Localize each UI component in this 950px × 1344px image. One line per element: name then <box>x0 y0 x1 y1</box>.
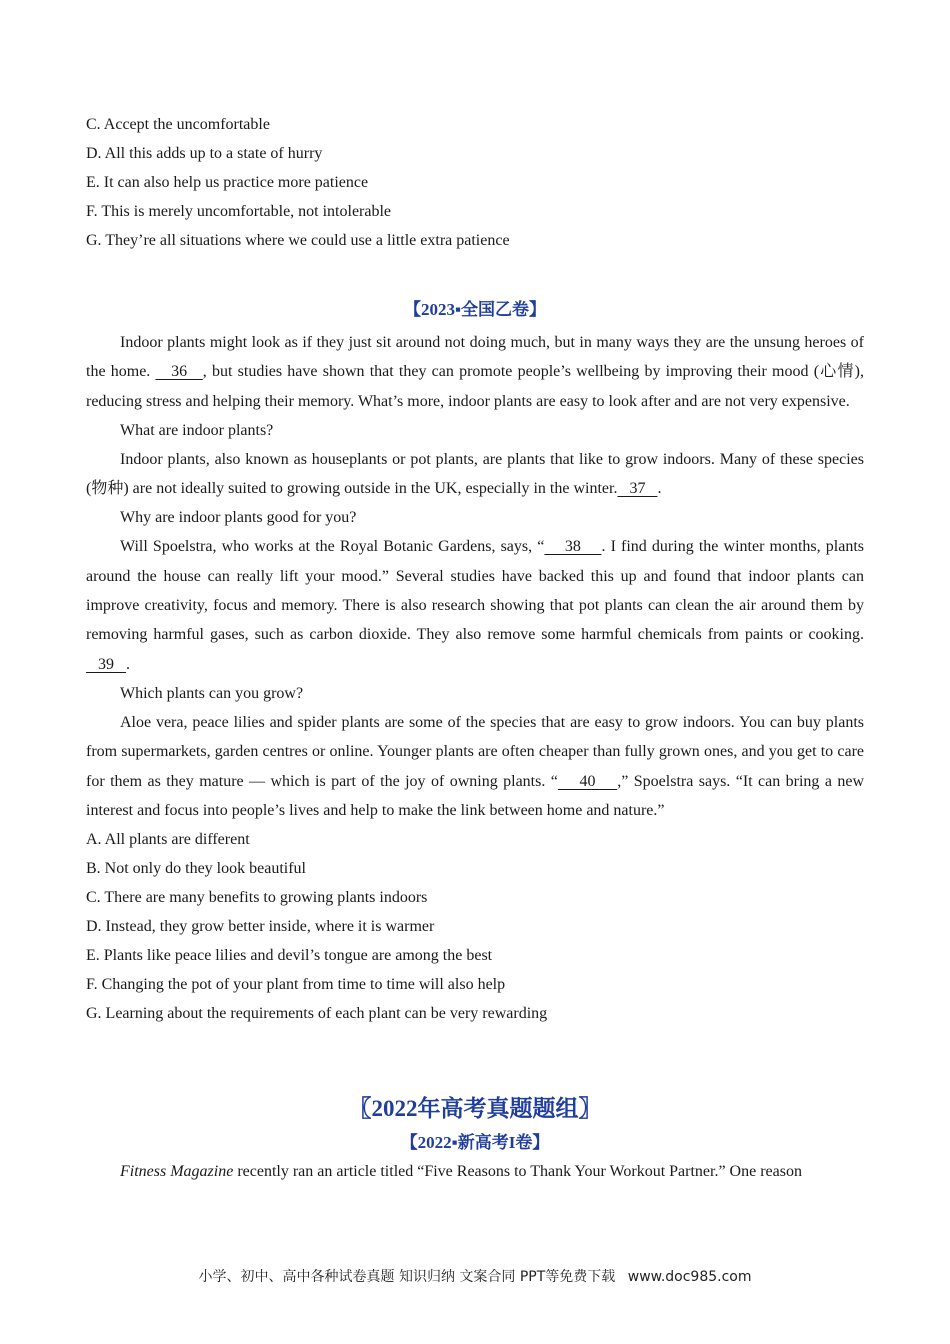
paragraph-2022-1: Fitness Magazine recently ran an article titled “Five Reasons to Thank Your Workout Partner.” One reason <box>120 1163 802 1181</box>
option-e: E. Plants like peace lilies and devil’s tongue are among the best <box>86 947 493 965</box>
section-heading-2023: 【2023▪全国乙卷】 <box>403 300 547 319</box>
previous-options <box>86 110 864 255</box>
section-heading-2022: 【2022▪新高考I卷】 <box>400 1133 550 1153</box>
paragraph-3: Will Spoelstra, who works at the Royal Botanic Gardens, says, “ 38 . I find during the winter months, plants around the house can really lift your mood.” Several studies have backed this up and found that indoor plants can improve creativity, focus and memory. There is also research showing that pot plants can clean the air around them by removing harmful gases, such as carbon dioxide. They also remove some harmful chemicals from paints or cooking. 39 . <box>86 538 864 673</box>
blank-40: 40 <box>557 772 618 790</box>
option-a: A. All plants are different <box>86 831 250 849</box>
subheading-which-plants: Which plants can you grow? <box>120 684 304 702</box>
blank-38: 38 <box>544 538 602 556</box>
subheading-why-good: Why are indoor plants good for you? <box>120 509 357 527</box>
blank-37: 37 <box>617 480 658 498</box>
footer <box>0 1266 950 1286</box>
option-d: D. Instead, they grow better inside, where it is warmer <box>86 918 435 936</box>
option-b: B. Not only do they look beautiful <box>86 860 306 878</box>
option-f: F. Changing the pot of your plant from time to time will also help <box>86 976 506 994</box>
option-g: G. They’re all situations where we could use a little extra patience <box>86 232 510 249</box>
paragraph-4: Aloe vera, peace lilies and spider plants are some of the species that are easy to grow indoors. You can buy plants from supermarkets, garden centres or online. Younger plants are often cheaper than fully grown ones, and you get to care for them as they mature — which is part of the joy of owning plants. “ 40 ,” Spoelstra says. “It can bring a new interest and focus into people’s lives and help to make the link between home and nature.” <box>86 713 865 819</box>
footer-link[interactable]: www.doc985.com <box>627 1269 752 1285</box>
option-g: G. Learning about the requirements of each plant can be very rewarding <box>86 1005 548 1023</box>
document-body <box>86 110 864 1186</box>
option-c: C. There are many benefits to growing plants indoors <box>86 889 428 907</box>
option-d: D. All this adds up to a state of hurry <box>86 145 323 162</box>
group-title-2022: 〖2022年高考真题题组〗 <box>348 1096 602 1122</box>
blank-36: 36 <box>155 363 203 381</box>
blank-39: 39 <box>86 655 126 673</box>
paragraph-1: Indoor plants might look as if they just sit around not doing much, but in many ways they are the unsung heroes of the home. 36 , but studies have shown that they can promote people’s wellbeing by improving their mood (心情), reducing stress and helping their memory. What’s more, indoor plants are easy to look after and are not very expensive. <box>86 334 864 410</box>
answer-options <box>86 825 864 1028</box>
subheading-what-are: What are indoor plants? <box>120 421 274 439</box>
footer-text: 小学、初中、高中各种试卷真题 知识归纳 文案合同 PPT等免费下载 <box>198 1269 616 1285</box>
option-f: F. This is merely uncomfortable, not intolerable <box>86 203 392 220</box>
option-e: E. It can also help us practice more patience <box>86 174 369 191</box>
option-c: C. Accept the uncomfortable <box>86 116 270 133</box>
paragraph-2: Indoor plants, also known as houseplants or pot plants, are plants that like to grow indoors. Many of these species (物种) are not ideally suited to growing outside in the UK, especially in the winter. 37 . <box>86 450 864 498</box>
